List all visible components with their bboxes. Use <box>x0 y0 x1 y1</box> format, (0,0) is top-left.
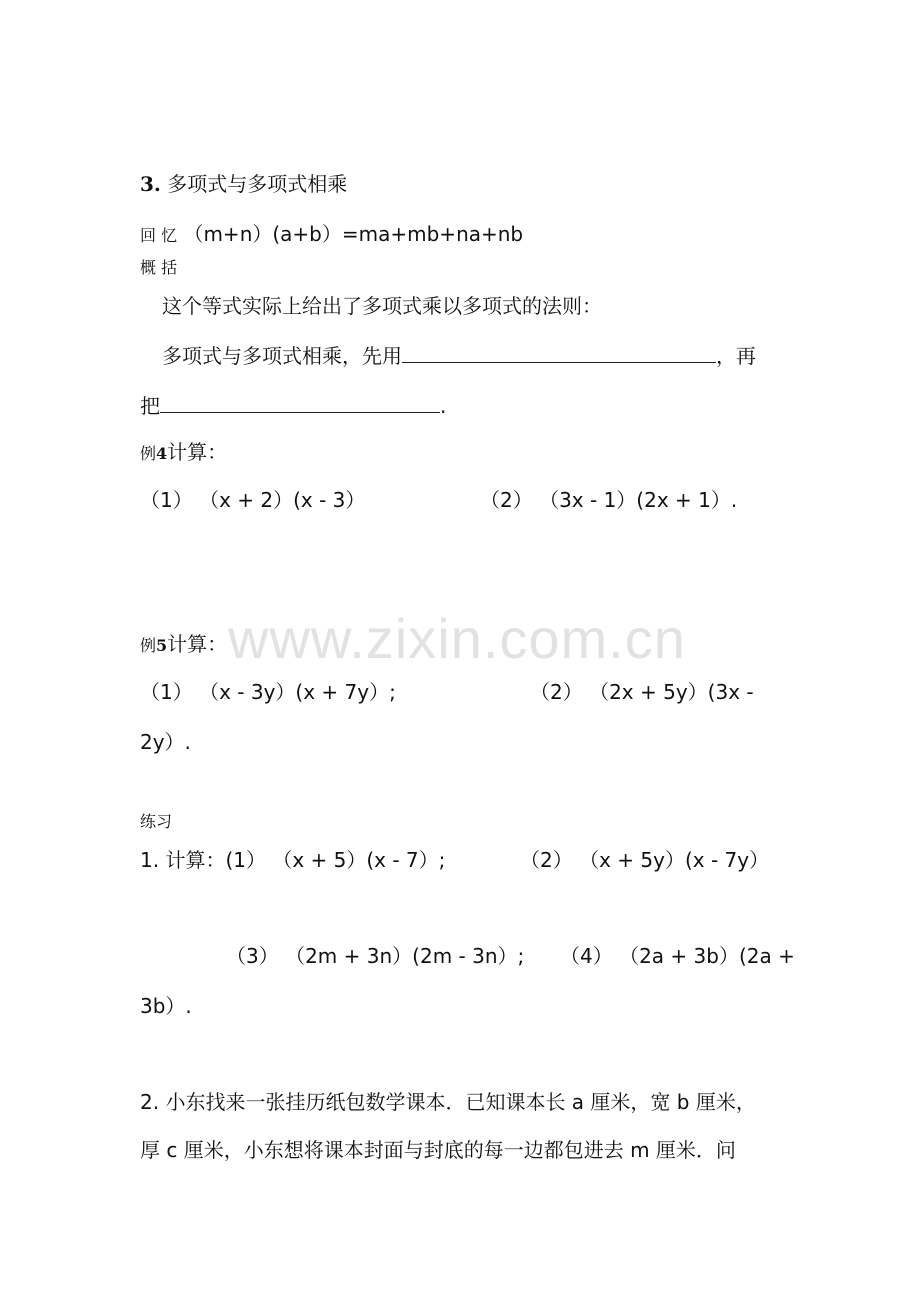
summary-label: 概 括 <box>140 258 178 277</box>
example5-number: 5 <box>156 636 168 655</box>
summary-sentence: 这个等式实际上给出了多项式乘以多项式的法则： <box>162 294 602 318</box>
example5-problem-2-cont: 2y）. <box>140 730 191 754</box>
practice-q1-part2: （2） （x + 5y）(x - 7y） <box>520 848 770 872</box>
practice-q1-part4-cont: 3b）. <box>140 994 192 1018</box>
practice-q1-part3: （3） （2m + 3n）(2m - 3n）; <box>226 944 525 968</box>
recall-label: 回 忆 <box>140 226 178 245</box>
example4-number: 4 <box>156 444 168 463</box>
example5-label <box>140 634 227 654</box>
rule-start: 多项式与多项式相乘，先用 <box>162 344 402 368</box>
example5-problem-1: （1） （x - 3y）(x + 7y）; <box>140 680 396 704</box>
rule-line-2 <box>140 396 446 416</box>
example4-label <box>140 442 227 462</box>
section-heading <box>140 174 347 194</box>
example4-prefix: 例 <box>140 444 157 463</box>
example5-suffix: 计算： <box>167 632 228 656</box>
rule-end: . <box>440 394 447 418</box>
watermark: www.zixin.com.cn <box>228 607 686 670</box>
example4-problem-1: （1） （x + 2）(x - 3） <box>140 488 366 512</box>
practice-label: 练习 <box>140 812 173 831</box>
recall-line <box>140 224 523 244</box>
recall-formula: （m+n）(a+b）=ma+mb+na+nb <box>183 222 524 246</box>
example4-suffix: 计算： <box>167 440 228 464</box>
practice-q1-part4: （4） （2a + 3b）(2a + <box>560 944 795 968</box>
practice-q1-line1: 1. 计算：(1） （x + 5）(x - 7）; <box>140 848 446 872</box>
rule-mid: ，再 <box>716 344 756 368</box>
example5-prefix: 例 <box>140 636 157 655</box>
rule-line2-start: 把 <box>140 394 160 418</box>
fill-in-blank-1[interactable] <box>402 361 716 363</box>
practice-q2-line2: 厚 c 厘米，小东想将课本封面与封底的每一边都包进去 m 厘米．问 <box>140 1138 736 1162</box>
example5-problem-2: （2） （2x + 5y）(3x - <box>530 680 754 704</box>
rule-line-1 <box>162 346 756 366</box>
section-number: 3. <box>140 172 161 196</box>
example4-problem-2: （2） （3x - 1）(2x + 1）. <box>480 488 738 512</box>
section-title: 多项式与多项式相乘 <box>167 172 348 196</box>
practice-q2-line1: 2. 小东找来一张挂历纸包数学课本．已知课本长 a 厘米，宽 b 厘米， <box>140 1090 756 1114</box>
fill-in-blank-2[interactable] <box>160 411 440 413</box>
